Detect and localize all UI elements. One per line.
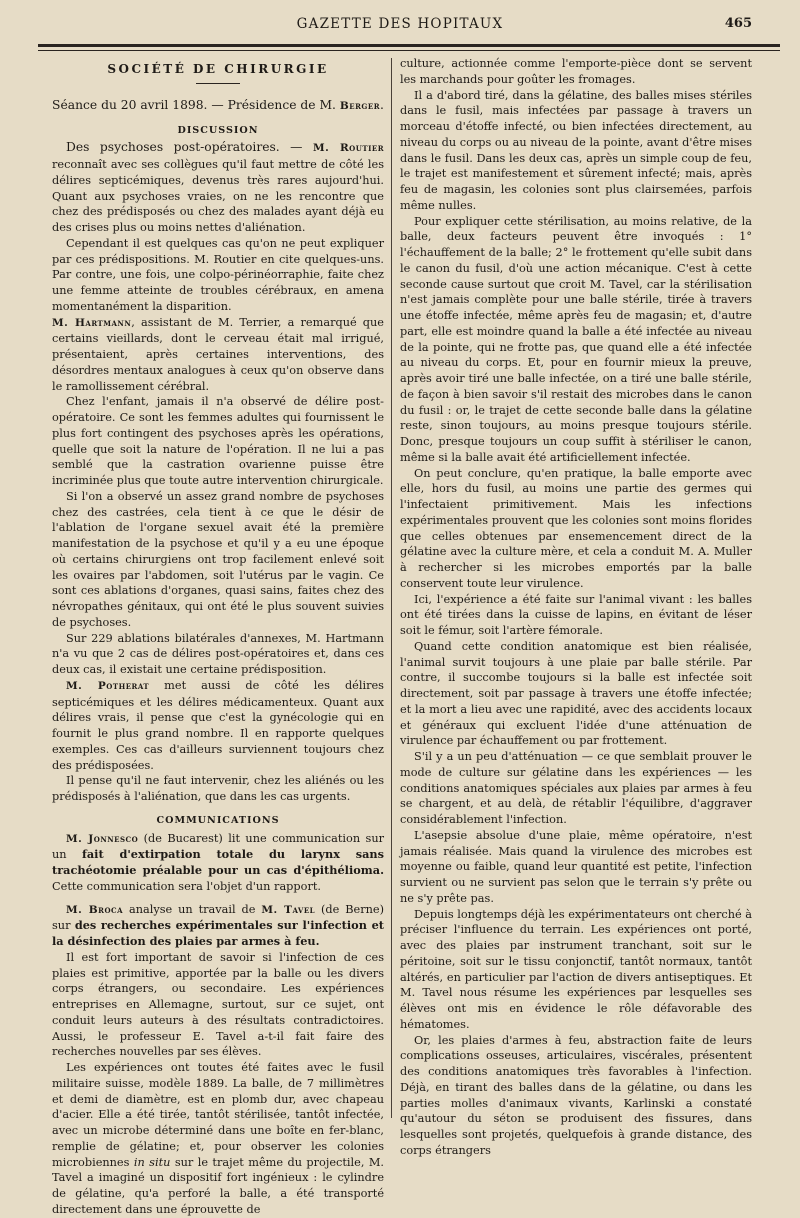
paragraph: Depuis longtemps déjà les expérimentateurs ont cherché à préciser l'influence du terrain. Les expériences ont porté, avec des plaies par instrument tranchant, soit sur le péritoine, soit sur le tissu conjonctif, tantôt normaux, tantôt altérés, en particulier par l'action de divers antiseptiques. Et M. Tavel nous résume les expériences par lesquelles ses élèves ont mis en évidence le rôle défavorable des hématomes. (400, 907, 752, 1031)
column-divider (391, 58, 392, 1118)
speaker-name: M. Hartmann (52, 316, 132, 329)
section-title: SOCIÉTÉ DE CHIRURGIE (107, 62, 329, 76)
header-rule-thin (38, 50, 780, 51)
paragraph-text: Les expériences ont toutes été faites avec le fusil militaire suisse, modèle 1889. La balle, de 7 millimètres et demi de diamètre, est en plomb dur, avec chapeau d'acier. Elle a été tirée, tantôt stérilisée, tantôt infectée, avec un microbe déterminé dans une boîte en fer-blanc, remplie de gélatine; et, pour observer les colonies microbiennes (52, 1061, 384, 1169)
paragraph-italic: in situ (133, 1155, 171, 1169)
paragraph: Chez l'enfant, jamais il n'a observé de délire post-opératoire. Ce sont les femmes adultes qui fournissent le plus fort contingent des psychoses après les opérations, quelle que soit la nature de l'opération. Il ne lui a pas semblé que la castration ovarienne puisse être incriminée plus que toute autre intervention chirurgicale. (52, 395, 384, 487)
topic-lead: Des psychoses post-opératoires. — (66, 140, 313, 155)
paragraph: culture, actionnée comme l'emporte-pièce dont se servent les marchands pour goûter les fromages. (400, 57, 752, 86)
author-name: M. Tavel (261, 903, 316, 916)
paragraph: Il est fort important de savoir si l'infection de ces plaies est primitive, apportée par la balle ou les divers corps étrangers, ou secondaire. Les expériences entreprises en Allemagne, surtout, sur ce sujet, ont conduit leurs auteurs à des résultats contradictoires. Aussi, le professeur E. Tavel a-t-il fait faire des recherches nouvelles par ses élèves. (52, 950, 384, 1059)
left-column (52, 58, 384, 1218)
paragraph-text: (de Bucarest) lit une communication sur un (52, 831, 384, 862)
paragraph (52, 831, 384, 895)
spacer (52, 895, 384, 902)
paragraph (52, 1060, 384, 1218)
paragraph: Ici, l'expérience a été faite sur l'animal vivant : les balles ont été tirées dans la cuisse de lapins, en évitant de léser soit le fémur, soit l'artère fémorale. (400, 592, 752, 637)
paragraph-text: Cette communication sera l'objet d'un rapport. (52, 879, 321, 893)
paragraph: Cependant il est quelques cas qu'on ne peut expliquer par ces prédispositions. M. Routier en cite quelques-uns. Par contre, une fois, une colpo-périnéorraphie, faite chez une femme atteinte de troubles cérébraux, en amena momentanément la disparition. (52, 236, 384, 313)
paragraph-bold: des recherches expérimentales sur l'infection et la désinfection des plaies par armes à feu. (52, 918, 384, 948)
paragraph (52, 140, 384, 236)
speaker-name: M. Potherat (66, 679, 150, 692)
seance-text: Séance du 20 avril 1898. — Présidence de M. (52, 97, 340, 112)
paragraph: Sur 229 ablations bilatérales d'annexes, M. Hartmann n'a vu que 2 cas de délires post-opératoires et, dans ces deux cas, il existait une certaine prédisposition. (52, 631, 384, 676)
paragraph: Il pense qu'il ne faut intervenir, chez les aliénés ou les prédisposés à l'aliénation, que dans les cas urgents. (52, 774, 384, 803)
paragraph (52, 678, 384, 774)
paragraph: Si l'on a observé un assez grand nombre de psychoses chez des castrées, cela tient à ce que le désir de l'ablation de l'organe sexuel avait été la première manifestation de la psychose et qu'il y a eu une époque où certains chirurgiens ont trop facilement enlevé soit les ovaires par l'abdomen, soit l'utérus par le vagin. Ce sont ces ablations d'organes, quasi sains, faites chez des névropathes génitaux, qui ont été le plus souvent suivies de psychoses. (52, 489, 384, 629)
paragraph: Or, les plaies d'armes à feu, abstraction faite de leurs complications osseuses, articulaires, viscérales, présentent des conditions anatomiques très favorables à l'infection. Déjà, en tirant des balles dans de la gélatine, ou dans les parties molles d'animaux vivants, Karlinski a constaté qu'autour du séton se produisent des fissures, dans lesquelles sont projetés, quelquefois à grande distance, des corps étrangers (400, 1033, 752, 1157)
header-rule-thick (38, 44, 780, 47)
running-head (0, 14, 800, 36)
paragraph (52, 902, 384, 950)
paragraph: L'asepsie absolue d'une plaie, même opératoire, n'est jamais réalisée. Mais quand la virulence des microbes est moyenne ou faible, quand leur quantité est petite, l'infection survient ou ne survient pas selon que le terrain s'y prête ou ne s'y prête pas. (400, 828, 752, 905)
paragraph-text: met aussi de côté les délires septicémiques et les délires médicamenteux. Quant aux délires vrais, il pense que c'est la gynécologie qui en fournit le plus grand nombre. Il en rapporte quelques exemples. Ces cas d'ailleurs surviennent toujours chez des prédisposées. (52, 678, 384, 772)
page-number: 465 (724, 16, 752, 31)
paragraph: On peut conclure, qu'en pratique, la balle emporte avec elle, hors du fusil, au moins une partie des germes qui l'infectaient primitivement. Mais les infections expérimentales prouvent que les colonies sont moins florides que celles obtenues par ensemencement direct de la gélatine avec la culture mère, et cela a conduit M. A. Muller à rechercher si les microbes emportés par la balle conservent toute leur virulence. (400, 466, 752, 590)
paragraph-text: sur le trajet même du projectile, M. Tavel a imaginé un dispositif fort ingénieux : le cylindre de gélatine, qu'a perforé la balle, a été transporté directement dans une éprouvette de (52, 1155, 384, 1216)
paragraph-text: (de Berne) sur (52, 902, 385, 933)
speaker-name: M. Broca (66, 903, 124, 916)
right-column (400, 56, 752, 1159)
section-rule (196, 83, 240, 84)
paragraph: Pour expliquer cette stérilisation, au moins relative, de la balle, deux facteurs peuvent être invoqués : 1° l'échauffement de la balle; 2° le frottement qu'elle subit dans le canon du fusil, d'où une action mécanique. C'est à cette seconde cause surtout que croit M. Tavel, car la stérilisation n'est jamais complète pour une balle stérile, tirée à travers une étoffe infectée, même après feu de magasin; et, d'autre part, elle est moindre quand la balle a été infectée au niveau de la pointe, qui ne frotte pas, que quand elle a été infectée au niveau du corps. Et, pour en fournir mieux la preuve, après avoir tiré une balle infectée, on a tiré une balle stérile, de façon à bien savoir s'il restait des microbes dans le canon du fusil : or, le trajet de cette seconde balle dans la gélatine reste, sinon toujours, au moins presque toujours stérile. Donc, presque toujours un coup suffit à stériliser le canon, même si la balle avait été artificiellement infectée. (400, 214, 752, 464)
seance-line: Séance du 20 avril 1898. — Présidence de M. Berger. (52, 97, 384, 112)
paragraph: Il a d'abord tiré, dans la gélatine, des balles mises stériles dans le fusil, mais infectées par passage à travers un morceau d'étoffe infecté, ou bien infectées directement, au niveau du corps ou au niveau de la pointe, avant d'être mises dans le fusil. Dans les deux cas, après un simple coup de feu, le trajet est manifestement et sûrement infecté; mais, après feu de magasin, les colonies sont plus clairsemées, parfois même nulles. (400, 88, 752, 212)
speaker-name: M. Jonnesco (66, 832, 139, 845)
paragraph-bold: fait d'extirpation totale du larynx sans trachéotomie préalable pour un cas d'épithélioma. (52, 847, 384, 877)
running-title: GAZETTE DES HOPITAUX (296, 16, 504, 32)
paragraph-text: analyse un travail de (123, 902, 262, 916)
paragraph-text: reconnaît avec ses collègues qu'il faut mettre de côté les délires septicémiques, devenus très rares aujourd'hui. Quant aux psychoses vraies, on ne les rencontre que chez des prédisposés ou chez des malades ayant déjà eu des crises plus ou moins nettes d'aliénation. (52, 158, 384, 234)
speaker-name: M. Routier (312, 142, 385, 155)
paragraph (52, 315, 384, 395)
communications-heading: COMMUNICATIONS (156, 814, 280, 826)
paragraph: S'il y a un peu d'atténuation — ce que semblait prouver le mode de culture sur gélatine dans les expériences — les conditions anatomiques spéciales aux plaies par armes à feu se chargent, et au delà, de rétablir l'équilibre, d'aggraver considérablement l'infection. (400, 750, 752, 826)
president-name: Berger (339, 99, 381, 112)
paragraph: Quand cette condition anatomique est bien réalisée, l'animal survit toujours à une plaie par balle stérile. Par contre, il succombe toujours si la balle est infectée soit directement, soit par passage à travers une étoffe infectée; et la mort a lieu avec une rapidité, avec des accidents locaux et généraux qui excluent l'idée d'une atténuation de virulence par échauffement ou par frottement. (400, 639, 752, 748)
paragraph-text: , assistant de M. Terrier, a remarqué que certains vieillards, dont le cerveau était mal irrigué, présentaient, après certaines interventions, des désordres mentaux analogues à ceux qu'on observe dans le ramollissement cérébral. (52, 315, 384, 393)
discussion-heading: DISCUSSION (177, 124, 259, 136)
